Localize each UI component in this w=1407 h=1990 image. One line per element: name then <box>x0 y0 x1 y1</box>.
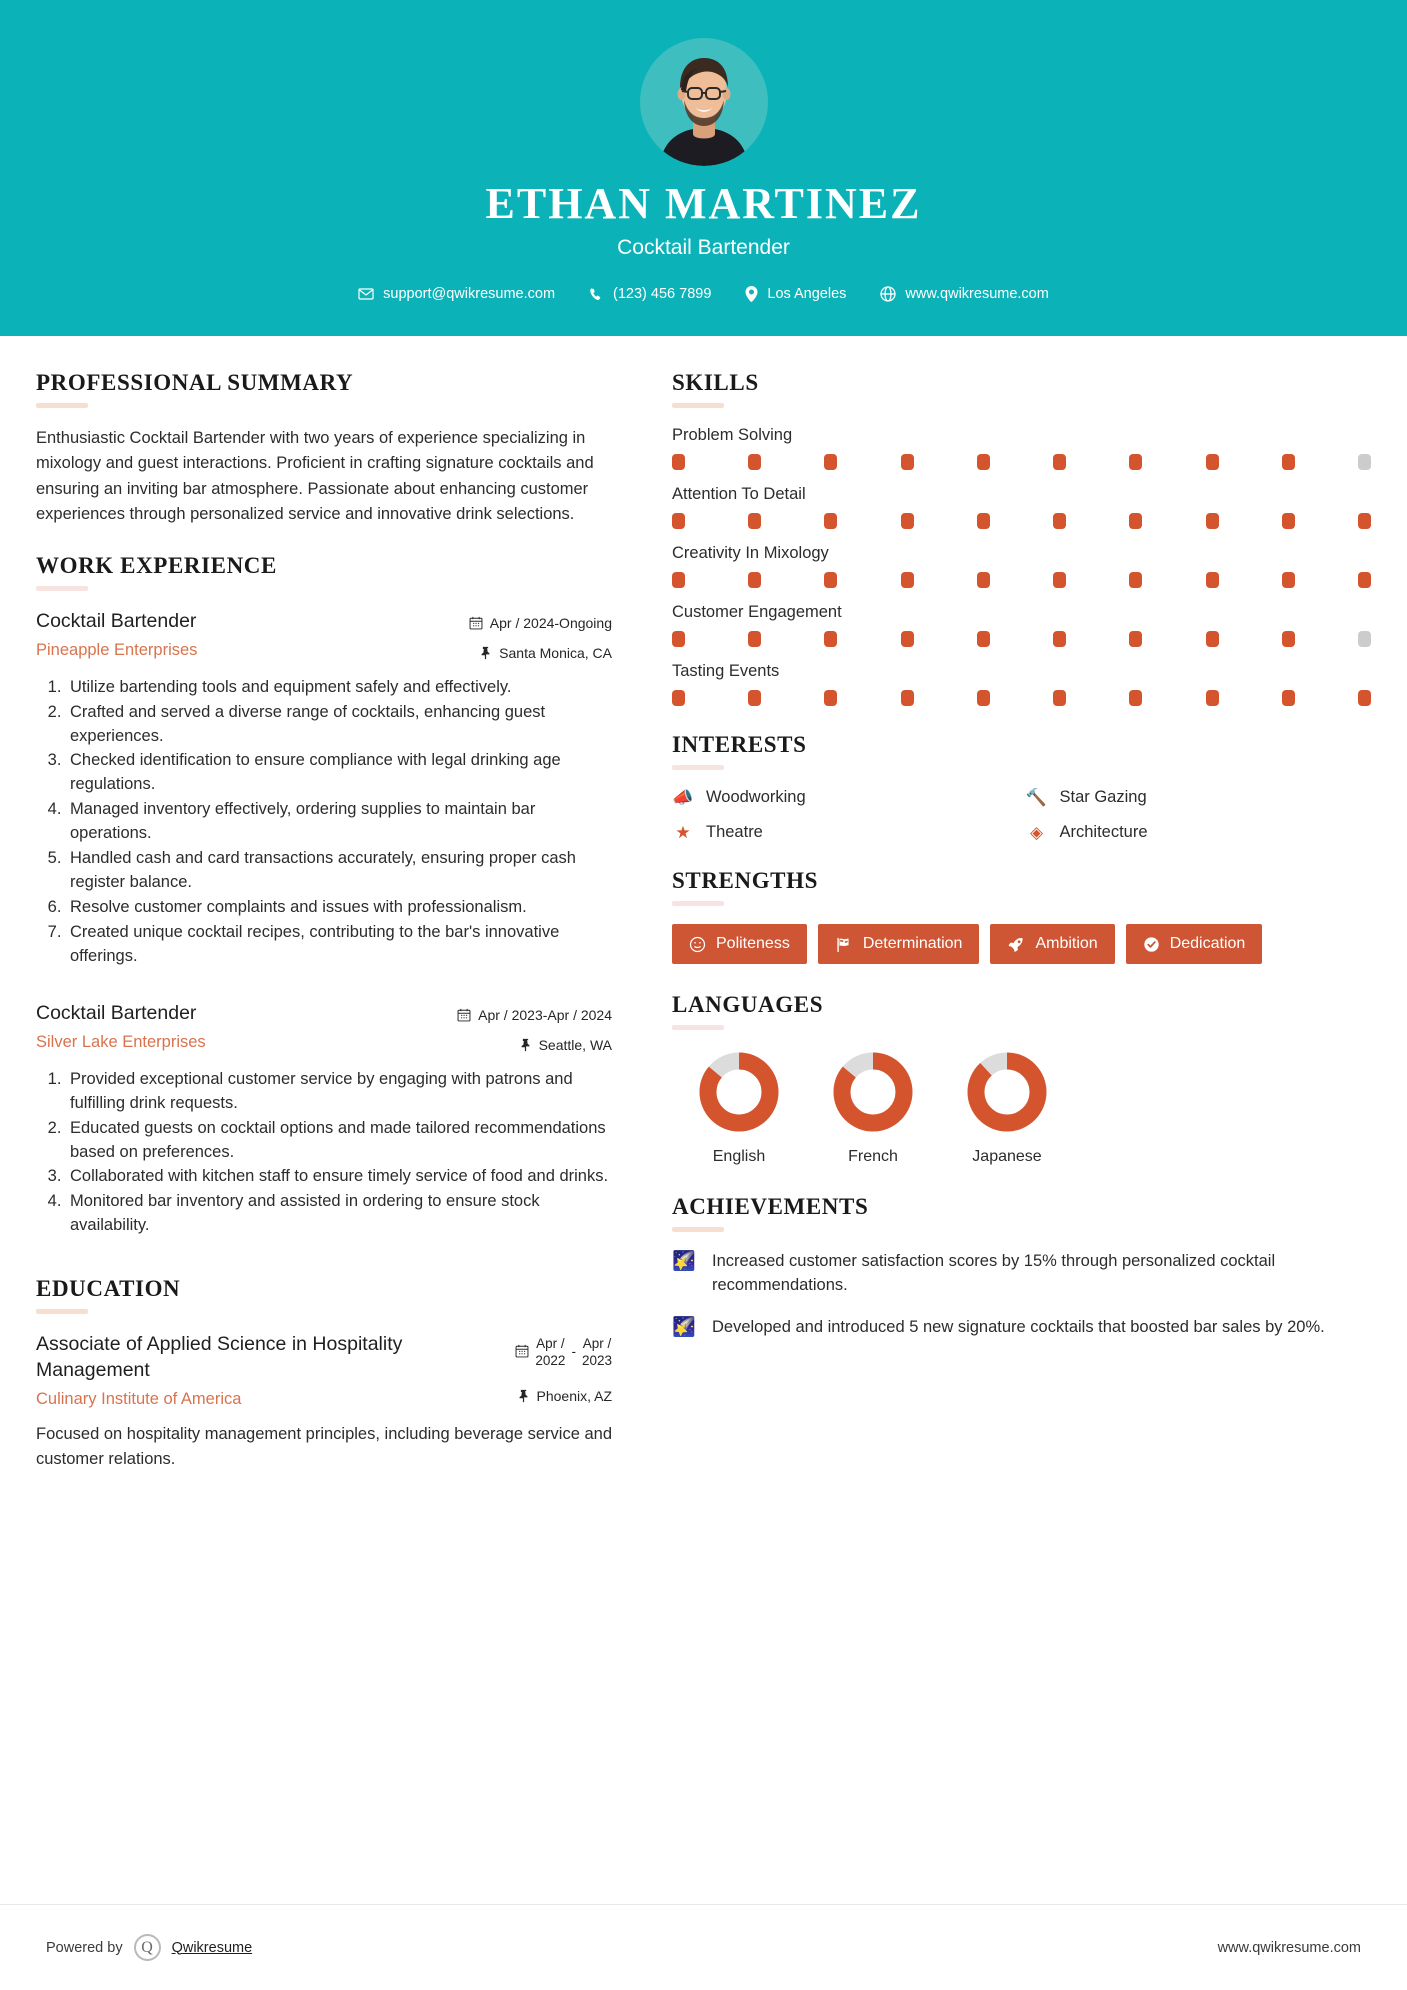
skill-dot <box>748 513 761 529</box>
language-item <box>672 1048 806 1166</box>
duty-item: 7. Created unique cocktail recipes, contributing to the bar's innovative offerings. <box>66 921 612 969</box>
avatar-photo <box>640 38 768 166</box>
skill-dot <box>672 572 685 588</box>
achievement-text: Increased customer satisfaction scores by 15% through personalized cocktail recommendations. <box>712 1252 1276 1295</box>
skill-dot <box>901 631 914 647</box>
achievement-text: Developed and introduced 5 new signature cocktails that boosted bar sales by 20%. <box>712 1318 1325 1337</box>
footer-url[interactable]: www.qwikresume.com <box>1217 1939 1361 1956</box>
education-school: Culinary Institute of America <box>36 1389 242 1408</box>
resume-header <box>0 0 1407 336</box>
experience-duties-list <box>36 1068 612 1238</box>
skill-dot <box>1358 454 1371 470</box>
skill-dot <box>1053 454 1066 470</box>
contact-website-text: www.qwikresume.com <box>905 286 1049 303</box>
skill-rating <box>672 631 1371 647</box>
section-heading: EDUCATION <box>36 1276 181 1302</box>
skill-dot <box>1358 513 1371 529</box>
experience-entry <box>36 609 612 969</box>
donut-chart <box>963 1048 1051 1136</box>
interest-label: Theatre <box>706 823 763 842</box>
skill-rating <box>672 690 1371 706</box>
contact-phone-text: (123) 456 7899 <box>613 286 712 303</box>
skill-dot <box>1053 631 1066 647</box>
calendar-icon <box>457 1008 471 1022</box>
strength-label: Politeness <box>716 935 790 953</box>
check-circle-icon <box>1143 936 1160 953</box>
duty-item: 3. Collaborated with kitchen staff to ensure timely service of food and drinks. <box>66 1165 612 1189</box>
skill-dot <box>672 690 685 706</box>
education-location <box>515 1386 612 1407</box>
education-description: Focused on hospitality management principles, including beverage service and customer relations. <box>36 1425 613 1469</box>
skill-dot <box>748 631 761 647</box>
smiley-icon <box>689 936 706 953</box>
section-underline <box>672 1227 724 1232</box>
section-languages <box>672 992 1371 1166</box>
interest-item <box>672 788 1018 807</box>
duty-item: 2. Crafted and served a diverse range of cocktails, enhancing guest experiences. <box>66 701 612 749</box>
education-date-end <box>582 1336 612 1370</box>
skill-item <box>672 603 1371 647</box>
skill-item <box>672 426 1371 470</box>
interest-label: Woodworking <box>706 788 806 807</box>
skill-dot <box>1053 513 1066 529</box>
experience-entry <box>36 1001 612 1238</box>
experience-date-text: Apr / 2024-Ongoing <box>489 614 612 631</box>
phone-icon <box>589 287 604 302</box>
contact-phone[interactable] <box>572 286 728 302</box>
skill-item <box>672 544 1371 588</box>
language-label: Japanese <box>972 1148 1042 1166</box>
job-title-subtitle: Cocktail Bartender <box>617 236 790 260</box>
strengths-list <box>672 924 1371 964</box>
skill-dot <box>672 454 685 470</box>
section-underline <box>36 403 88 408</box>
skill-dot <box>1358 631 1371 647</box>
pushpin-icon <box>519 1038 532 1052</box>
donut-chart <box>695 1048 783 1136</box>
qwikresume-logo-icon: Q <box>134 1934 161 1961</box>
hammer-icon: 🔨 <box>1025 788 1048 808</box>
skill-dot <box>1206 631 1219 647</box>
section-underline <box>36 1309 88 1314</box>
section-underline <box>672 901 724 906</box>
language-item <box>940 1048 1074 1166</box>
rocket-icon <box>1007 936 1025 953</box>
right-column <box>636 370 1371 1366</box>
globe-icon <box>880 286 896 302</box>
summary-text: Enthusiastic Cocktail Bartender with two years of experience specializing in mixology and guest interactions. Proficient in crafting signature cocktails and ensuring an inviting bar atmosphere. Passionate about enhancing customer experiences through personalized service and innovative drink selections. <box>36 429 594 523</box>
skill-dot <box>1358 572 1371 588</box>
education-date-start <box>535 1336 565 1370</box>
skill-dot <box>977 572 990 588</box>
strength-tag-politeness[interactable] <box>672 924 807 964</box>
page-footer <box>0 1904 1407 1990</box>
powered-by-block <box>46 1934 252 1961</box>
section-heading: ACHIEVEMENTS <box>672 1194 869 1220</box>
section-professional-summary <box>36 370 612 526</box>
interests-grid <box>672 788 1371 842</box>
section-education <box>36 1276 612 1472</box>
section-interests <box>672 732 1371 842</box>
powered-by-label: Powered by <box>46 1939 123 1956</box>
section-work-experience <box>36 553 612 1239</box>
experience-role: Cocktail Bartender <box>36 1001 197 1024</box>
section-achievements <box>672 1194 1371 1340</box>
duty-item: 3. Checked identification to ensure compliance with legal drinking age regulations. <box>66 749 612 797</box>
skill-rating <box>672 513 1371 529</box>
section-skills <box>672 370 1371 706</box>
experience-company: Pineapple Enterprises <box>36 641 198 660</box>
calendar-icon <box>469 616 483 630</box>
strength-tag-dedication[interactable] <box>1126 924 1263 964</box>
experience-location <box>457 1035 612 1056</box>
experience-location-text: Santa Monica, CA <box>499 644 612 661</box>
skill-dot <box>1282 454 1295 470</box>
section-underline <box>672 765 724 770</box>
experience-date <box>469 613 612 634</box>
shooting-star-icon: 🌠 <box>672 1251 696 1273</box>
skill-dot <box>901 572 914 588</box>
contact-email[interactable] <box>341 286 572 302</box>
skill-dot <box>977 631 990 647</box>
skill-label: Tasting Events <box>672 662 780 681</box>
donut-chart <box>829 1048 917 1136</box>
envelope-icon <box>358 286 374 302</box>
achievement-item <box>672 1316 1371 1340</box>
skill-label: Problem Solving <box>672 426 793 445</box>
education-date <box>515 1336 612 1370</box>
skill-dot <box>748 572 761 588</box>
left-column <box>36 370 636 1497</box>
diamond-icon: ◈ <box>1029 823 1044 843</box>
skill-dot <box>1053 690 1066 706</box>
education-date-separator: - <box>571 1343 576 1359</box>
avatar <box>640 38 768 166</box>
skill-label: Attention To Detail <box>672 485 806 504</box>
skill-dot <box>1206 690 1219 706</box>
achievement-item <box>672 1250 1371 1298</box>
megaphone-icon: 📣 <box>672 788 694 808</box>
section-underline <box>672 403 724 408</box>
education-location-text: Phoenix, AZ <box>536 1387 612 1404</box>
duty-item: 1. Provided exceptional customer service by engaging with patrons and fulfilling drink requests. <box>66 1068 612 1116</box>
education-start-year: 2022 <box>535 1353 566 1369</box>
skill-dot <box>1206 454 1219 470</box>
skill-item <box>672 485 1371 529</box>
skill-dot <box>1282 631 1295 647</box>
skill-dot <box>977 454 990 470</box>
education-end-month: Apr / <box>582 1336 612 1352</box>
experience-location <box>469 643 612 664</box>
skill-label: Customer Engagement <box>672 603 842 622</box>
education-entry <box>36 1332 612 1472</box>
skill-dot <box>748 454 761 470</box>
contact-location[interactable] <box>728 286 863 302</box>
skill-dot <box>1358 690 1371 706</box>
duty-item: 4. Managed inventory effectively, ordering supplies to maintain bar operations. <box>66 798 612 846</box>
section-underline <box>36 586 88 591</box>
contact-email-text: support@qwikresume.com <box>383 286 556 303</box>
strength-tag-determination[interactable] <box>818 924 980 964</box>
skill-dot <box>824 572 837 588</box>
language-donut <box>672 1048 806 1136</box>
duty-item: 6. Resolve customer complaints and issues with professionalism. <box>66 896 612 920</box>
education-degree: Associate of Applied Science in Hospitality Management <box>36 1333 403 1381</box>
language-item <box>806 1048 940 1166</box>
skill-dot <box>1129 631 1142 647</box>
section-heading: STRENGTHS <box>672 868 819 894</box>
skill-dot <box>1129 572 1142 588</box>
section-heading: PROFESSIONAL SUMMARY <box>36 370 354 396</box>
experience-company: Silver Lake Enterprises <box>36 1033 206 1052</box>
duty-item: 4. Monitored bar inventory and assisted in ordering to ensure stock availability. <box>66 1190 612 1238</box>
interest-item <box>672 823 1018 842</box>
skill-dot <box>1282 513 1295 529</box>
section-heading: WORK EXPERIENCE <box>36 552 277 578</box>
section-heading: LANGUAGES <box>672 992 824 1018</box>
skill-rating <box>672 572 1371 588</box>
skill-rating <box>672 454 1371 470</box>
skill-dot <box>1129 513 1142 529</box>
skill-dot <box>977 690 990 706</box>
skill-dot <box>672 513 685 529</box>
qwikresume-brand-link[interactable]: Qwikresume <box>171 1939 253 1956</box>
skill-dot <box>1282 572 1295 588</box>
experience-date <box>457 1005 612 1026</box>
shooting-star-icon: 🌠 <box>672 1317 696 1339</box>
skill-dot <box>901 513 914 529</box>
location-pin-icon <box>745 286 758 302</box>
interest-label: Star Gazing <box>1059 788 1147 807</box>
language-donut <box>940 1048 1074 1136</box>
skill-dot <box>824 513 837 529</box>
pushpin-icon <box>479 646 492 660</box>
skill-dot <box>1206 513 1219 529</box>
experience-location-text: Seattle, WA <box>538 1036 612 1053</box>
pushpin-icon <box>517 1389 530 1403</box>
skill-dot <box>748 690 761 706</box>
flag-icon <box>835 936 853 953</box>
skill-dot <box>1053 572 1066 588</box>
skill-dot <box>672 631 685 647</box>
skill-dot <box>901 690 914 706</box>
contact-row <box>0 286 1407 302</box>
skill-dot <box>824 454 837 470</box>
experience-duties-list <box>36 676 612 969</box>
skill-label: Creativity In Mixology <box>672 544 829 563</box>
language-donut <box>806 1048 940 1136</box>
contact-website[interactable] <box>863 286 1065 302</box>
section-heading: SKILLS <box>672 370 759 396</box>
skill-dot <box>824 690 837 706</box>
interest-item <box>1026 823 1372 842</box>
education-end-year: 2023 <box>581 1353 612 1369</box>
interest-label: Architecture <box>1059 823 1148 842</box>
section-strengths <box>672 868 1371 964</box>
skill-dot <box>1129 690 1142 706</box>
duty-item: 1. Utilize bartending tools and equipment safely and effectively. <box>66 676 612 700</box>
strength-label: Determination <box>862 935 963 953</box>
skill-dot <box>1282 690 1295 706</box>
language-label: French <box>848 1148 898 1166</box>
contact-location-text: Los Angeles <box>767 286 847 303</box>
skill-dot <box>824 631 837 647</box>
education-start-month: Apr / <box>536 1336 565 1352</box>
duty-item: 2. Educated guests on cocktail options and made tailored recommendations based on preferences. <box>66 1117 612 1165</box>
strength-label: Ambition <box>1035 935 1098 953</box>
skill-dot <box>977 513 990 529</box>
skill-item <box>672 662 1371 706</box>
languages-row <box>672 1048 1371 1166</box>
page-title: ETHAN MARTINEZ <box>485 179 922 228</box>
skill-dot <box>901 454 914 470</box>
experience-role: Cocktail Bartender <box>36 609 197 632</box>
calendar-icon <box>515 1344 529 1363</box>
duty-item: 5. Handled cash and card transactions accurately, ensuring proper cash register balance. <box>66 847 612 895</box>
skill-dot <box>1206 572 1219 588</box>
language-label: English <box>712 1148 766 1166</box>
star-icon: ★ <box>675 823 691 843</box>
strength-tag-ambition[interactable] <box>990 924 1114 964</box>
section-heading: INTERESTS <box>672 732 807 758</box>
skill-dot <box>1129 454 1142 470</box>
interest-item <box>1026 788 1372 807</box>
strength-label: Dedication <box>1169 935 1246 953</box>
section-underline <box>672 1025 724 1030</box>
resume-body <box>0 336 1407 1497</box>
experience-date-text: Apr / 2023-Apr / 2024 <box>478 1006 612 1023</box>
